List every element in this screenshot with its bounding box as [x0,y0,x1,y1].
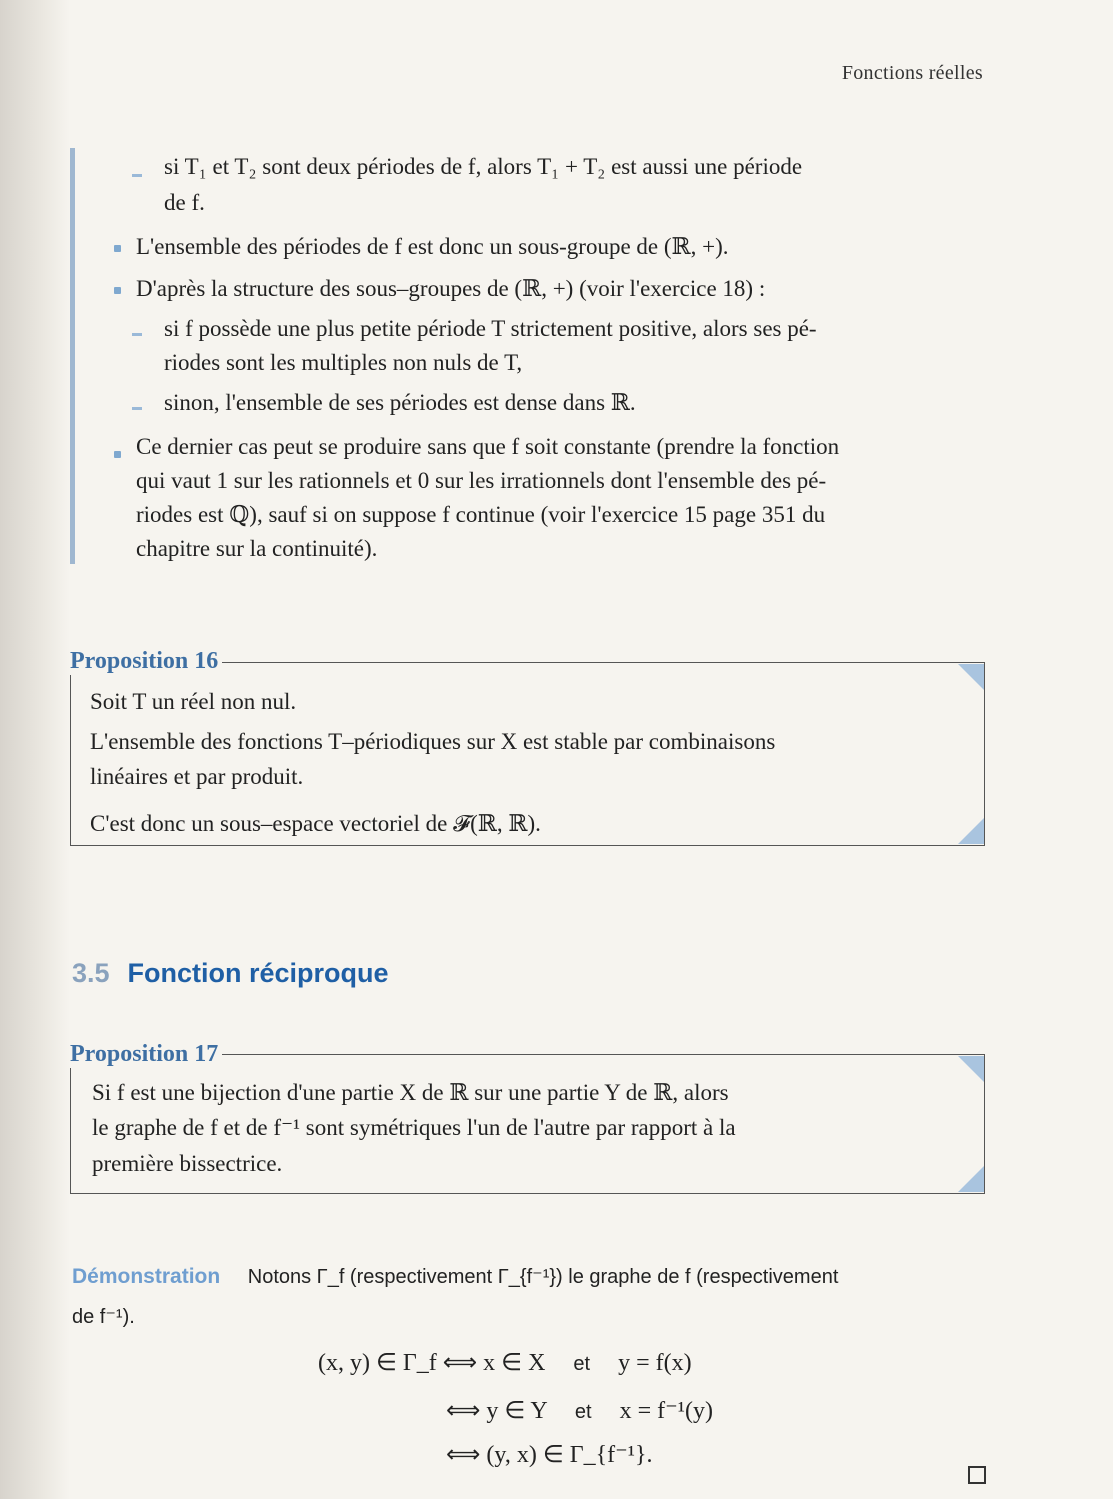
bullet-square [114,451,121,458]
proposition-16-line: C'est donc un sous–espace vectoriel de 𝓕(ℝ, ℝ). [90,811,541,836]
equation-line-2 [446,1396,713,1425]
page-gutter-shadow [0,0,70,1499]
proposition-17-line: première bissectrice. [92,1151,283,1176]
demonstration-line-2: de f⁻¹). [72,1306,135,1328]
proposition-17-line: Si f est une bijection d'une partie X de ℝ sur une partie Y de ℝ, alors [92,1080,729,1105]
section-number: 3.5 [72,958,110,988]
remark-line: riodes sont les multiples non nuls de T, [164,350,523,375]
remark-line: chapitre sur la continuité). [136,536,378,561]
bullet-square [114,245,121,252]
remark-line: D'après la structure des sous–groupes de (ℝ, +) (voir l'exercice 18) : [136,276,766,301]
section-heading [72,958,389,989]
bullet-square [114,287,121,294]
equation-2-connector: et [574,1401,592,1423]
equation-line-1 [318,1348,692,1377]
remark-line: Ce dernier cas peut se produire sans que f soit constante (prendre la fonction [136,434,840,459]
remark-line: de f. [164,190,205,215]
proposition-16-line: Soit T un réel non nul. [90,689,297,714]
remark-line: si T₁ et T₂ sont deux périodes de f, alors T₁ + T₂ est aussi une période [164,154,803,179]
remark-line: L'ensemble des périodes de f est donc un sous-groupe de (ℝ, +). [136,234,729,259]
proposition-16-line: linéaires et par produit. [90,764,304,789]
remark-line: riodes est ℚ), sauf si on suppose f continue (voir l'exercice 15 page 351 du [136,502,826,527]
equation-1-connector: et [573,1353,591,1375]
proposition-17-line: le graphe de f et de f⁻¹ sont symétriques l'un de l'autre par rapport à la [92,1115,736,1140]
remark-block [70,148,985,568]
demonstration-line-1 [72,1264,838,1289]
remark-margin-bar [70,148,75,564]
box-corner-bottom-right [958,1166,984,1192]
sub-bullet-dash [132,174,142,177]
proposition-17-title: Proposition 17 [70,1041,222,1068]
demonstration-label: Démonstration [72,1265,221,1288]
remark-line: sinon, l'ensemble de ses périodes est dense dans ℝ. [164,390,636,415]
section-title: Fonction réciproque [127,958,389,988]
sub-bullet-dash [132,407,142,410]
equation-1-left: (x, y) ∈ Γ_f ⟺ x ∈ X [318,1350,546,1376]
equation-2-left: ⟺ y ∈ Y [446,1398,547,1424]
box-corner-top-right [958,1056,984,1082]
equation-line-3: ⟺ (y, x) ∈ Γ_{f⁻¹}. [446,1442,653,1468]
remark-line: si f possède une plus petite période T strictement positive, alors ses pé- [164,316,817,341]
demonstration-text: Notons Γ_f (respectivement Γ_{f⁻¹}) le graphe de f (respectivement [247,1266,839,1288]
sub-bullet-dash [132,333,142,336]
running-header: Fonctions réelles [841,62,983,84]
proposition-16-line: L'ensemble des fonctions T–périodiques sur X est stable par combinaisons [90,729,776,754]
box-corner-bottom-right [958,818,984,844]
qed-square-icon [968,1466,986,1484]
equation-2-right: x = f⁻¹(y) [619,1398,713,1424]
proposition-16-title: Proposition 16 [70,648,222,675]
remark-line: qui vaut 1 sur les rationnels et 0 sur les irrationnels dont l'ensemble des pé- [136,468,827,493]
box-corner-top-right [958,664,984,690]
equation-1-right: y = f(x) [618,1350,692,1376]
